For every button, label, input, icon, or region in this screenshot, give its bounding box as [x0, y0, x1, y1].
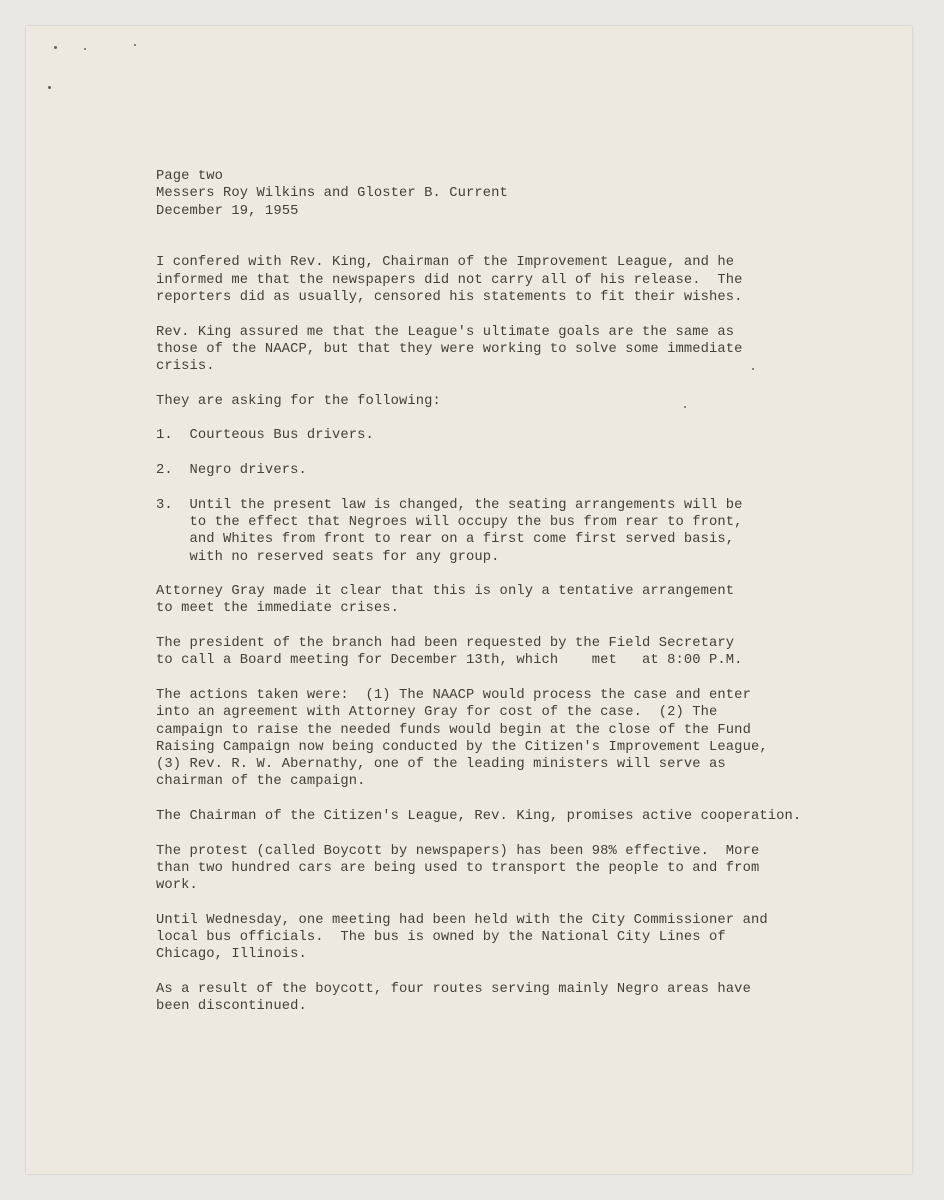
text-line: than two hundred cars are being used to transport the people to and from [156, 860, 760, 876]
text-line: chairman of the campaign. [156, 774, 366, 790]
text-line: to the effect that Negroes will occupy the bus from rear to front, [156, 514, 743, 530]
paper-speck [134, 44, 136, 46]
text-line: reporters did as usually, censored his statements to fit their wishes. [156, 290, 743, 306]
text-line: As a result of the boycott, four routes serving mainly Negro areas have [156, 981, 751, 997]
paragraph-requests-intro [156, 393, 856, 410]
text-line: to meet the immediate crises. [156, 601, 400, 617]
text-line: Attorney Gray made it clear that this is only a tentative arrangement [156, 584, 735, 600]
text-line: local bus officials. The bus is owned by the National City Lines of [156, 930, 726, 946]
text-line: Raising Campaign now being conducted by the Citizen's Improvement League, [156, 739, 768, 755]
text-line: 1. Courteous Bus drivers. [156, 428, 374, 444]
text-line: The actions taken were: (1) The NAACP would process the case and enter [156, 687, 751, 703]
text-line: to call a Board meeting for December 13th, which met at 8:00 P.M. [156, 653, 743, 669]
text-line: work. [156, 878, 198, 894]
text-line: been discontinued. [156, 999, 307, 1015]
list-item [156, 462, 856, 479]
list-item [156, 497, 856, 566]
text-line: with no reserved seats for any group. [156, 549, 500, 565]
paper-speck [84, 48, 86, 50]
typed-letter [156, 168, 856, 1016]
text-line: The protest (called Boycott by newspapers) has been 98% effective. More [156, 843, 760, 859]
text-line: The Chairman of the Citizen's League, Rev. King, promises active cooperation. [156, 808, 802, 824]
paragraph-routes [156, 981, 856, 1016]
text-line: The president of the branch had been requested by the Field Secretary [156, 636, 735, 652]
paragraph-board-meeting [156, 635, 856, 670]
paragraph-protest [156, 843, 856, 895]
letter-header [156, 168, 856, 220]
text-line: crisis. [156, 359, 215, 375]
paragraph-meeting-commissioner [156, 912, 856, 964]
text-line: campaign to raise the needed funds would begin at the close of the Fund [156, 722, 751, 738]
paragraph-actions [156, 687, 856, 791]
paragraph-tentative [156, 583, 856, 618]
text-line: Until Wednesday, one meeting had been held with the City Commissioner and [156, 912, 768, 928]
list-item [156, 427, 856, 444]
paragraph-conference [156, 254, 856, 306]
paragraph-goals [156, 324, 856, 376]
text-line: I confered with Rev. King, Chairman of the Improvement League, and he [156, 255, 735, 271]
text-line: They are asking for the following: [156, 393, 441, 409]
text-line: (3) Rev. R. W. Abernathy, one of the leading ministers will serve as [156, 757, 726, 773]
text-line: Chicago, Illinois. [156, 947, 307, 963]
paper-speck [48, 86, 51, 89]
text-line: 3. Until the present law is changed, the seating arrangements will be [156, 497, 743, 513]
text-line: Rev. King assured me that the League's ultimate goals are the same as [156, 324, 735, 340]
text-line: and Whites from front to rear on a first come first served basis, [156, 532, 735, 548]
text-line: informed me that the newspapers did not carry all of his release. The [156, 272, 743, 288]
request-list [156, 427, 856, 565]
text-line: those of the NAACP, but that they were working to solve some immediate [156, 341, 743, 357]
letter-date: December 19, 1955 [156, 203, 299, 219]
text-line: into an agreement with Attorney Gray for cost of the case. (2) The [156, 705, 718, 721]
paragraph-cooperation [156, 808, 856, 825]
text-line: 2. Negro drivers. [156, 463, 307, 479]
page-number: Page two [156, 169, 224, 184]
addressees: Messers Roy Wilkins and Gloster B. Current [156, 186, 508, 202]
paper-speck [54, 46, 57, 49]
